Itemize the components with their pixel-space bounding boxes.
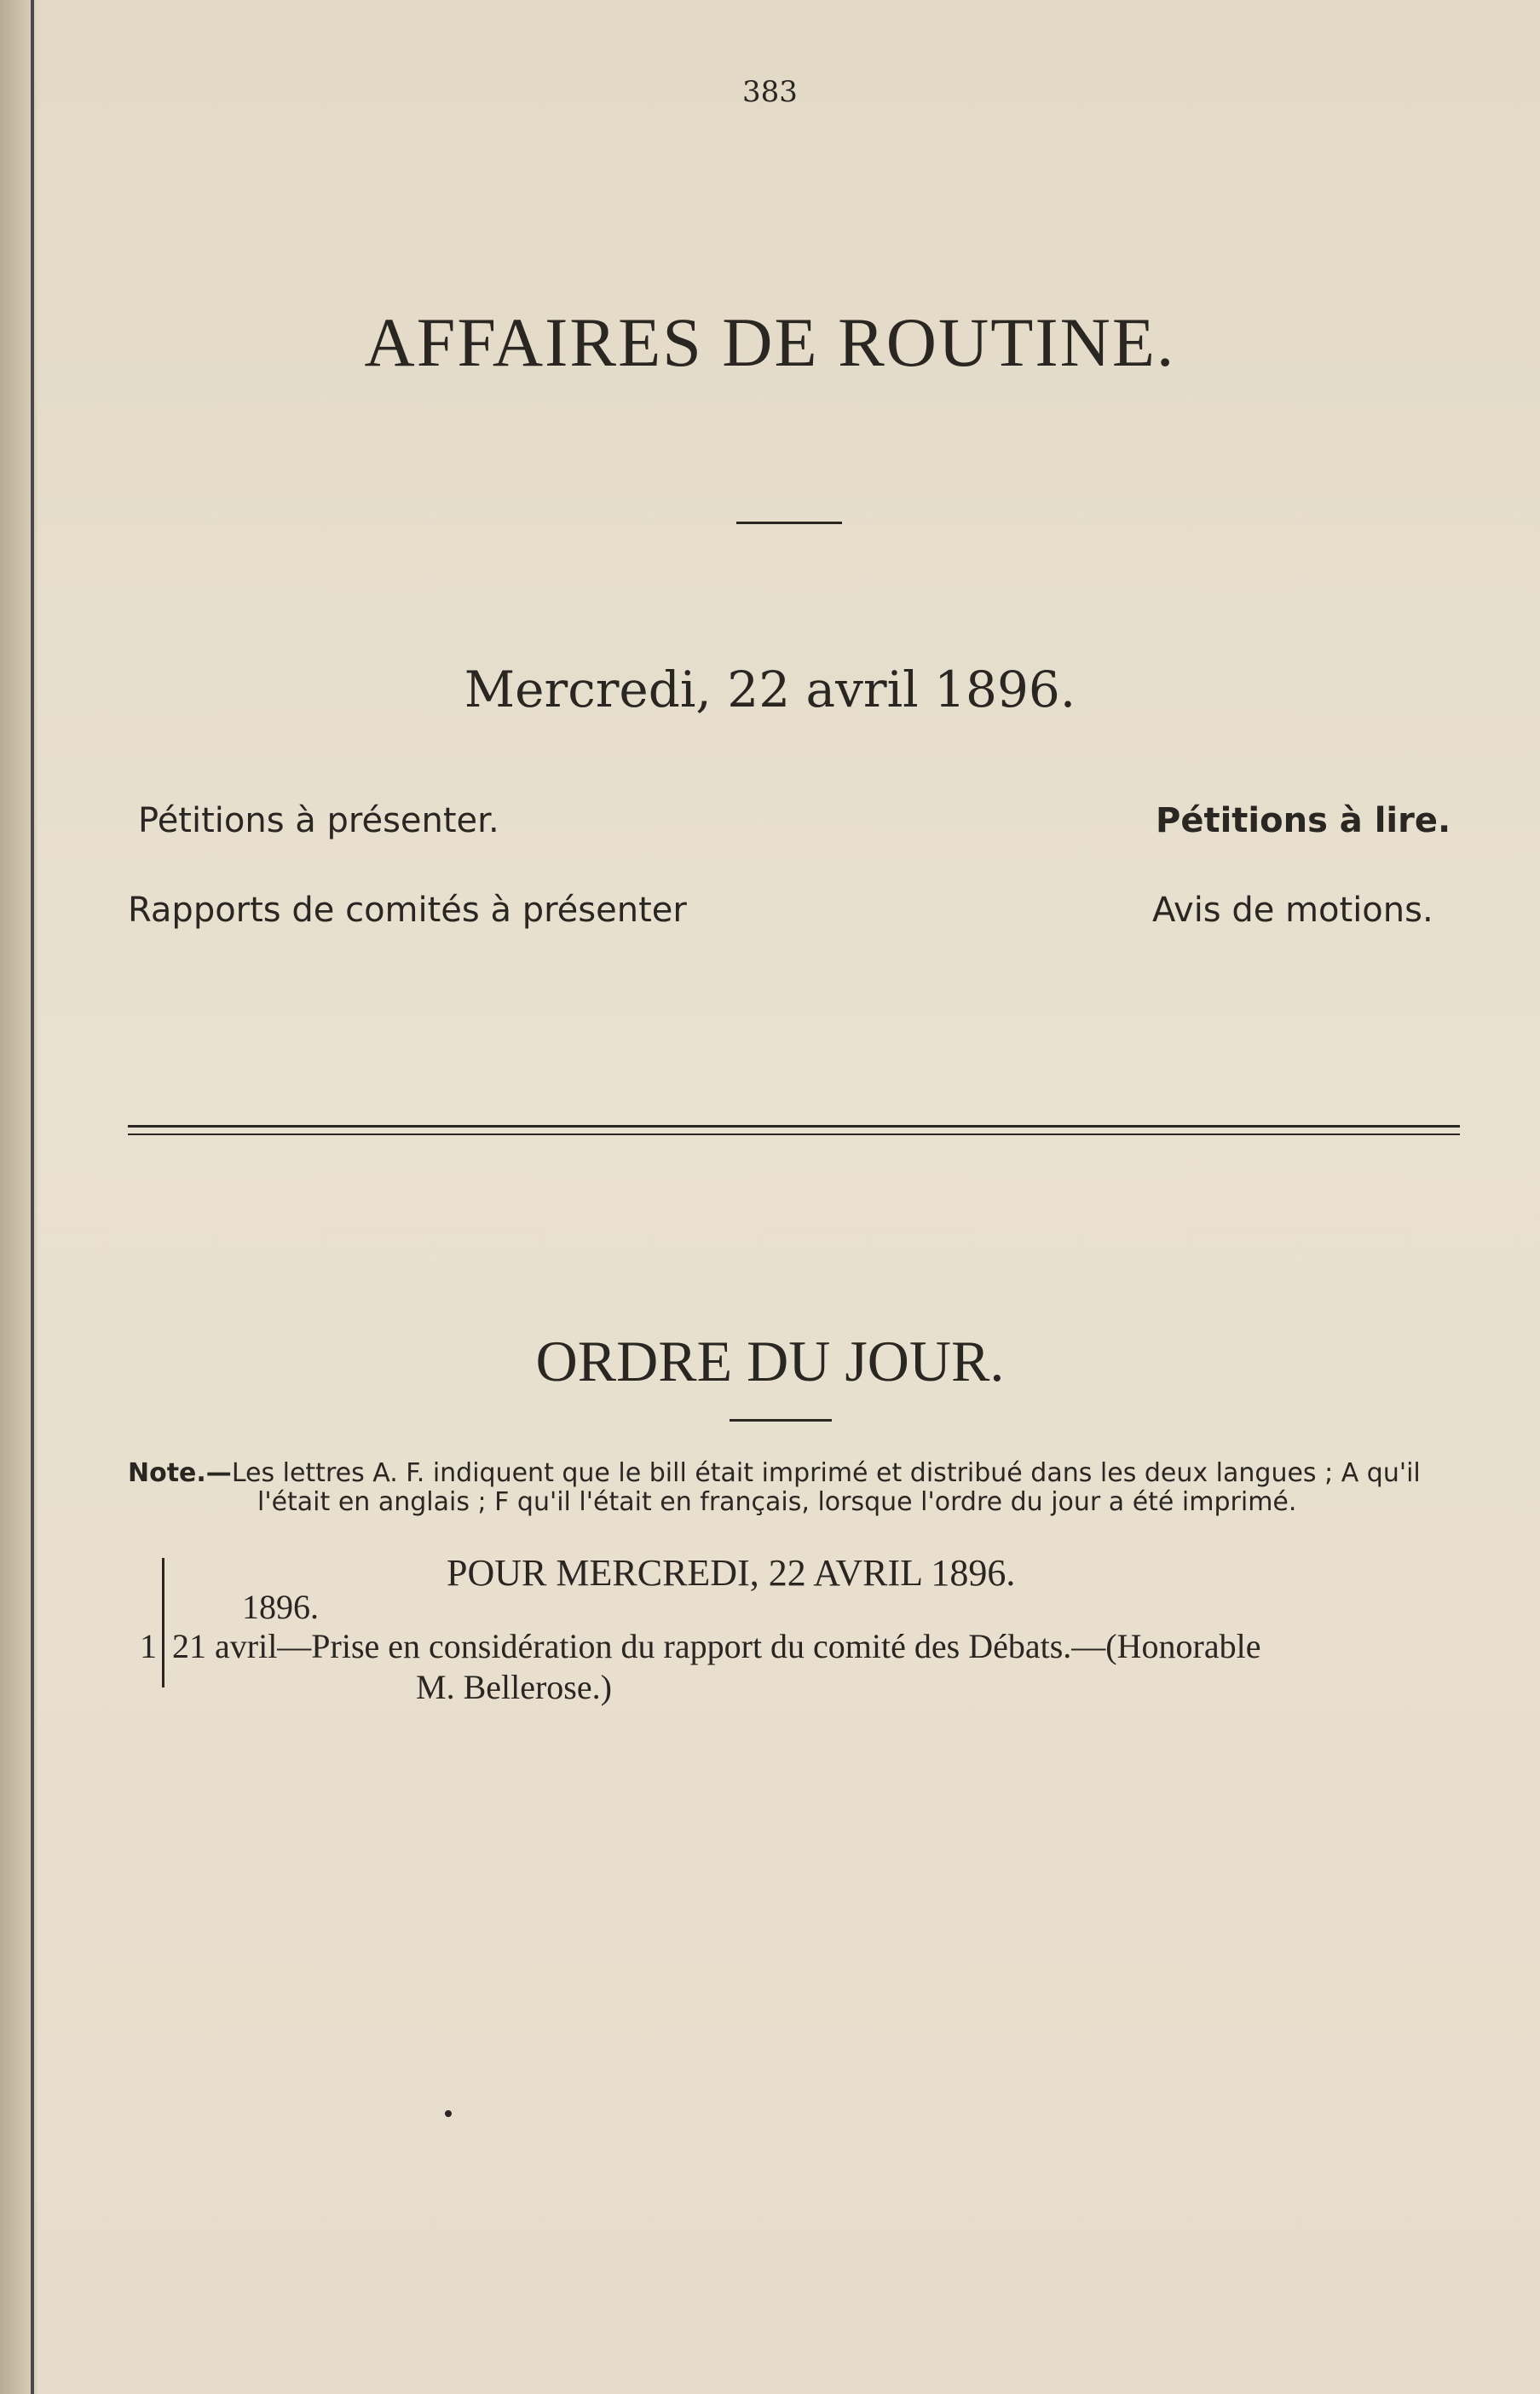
entry-column-rule [162,1558,164,1687]
routine-item-committee-reports: Rapports de comités à présenter [128,891,687,930]
agenda-entry-line-1: 21 avril—Prise en considération du rapport du comité des Débats.—(Honorable [172,1627,1261,1665]
day-heading: POUR MERCREDI, 22 AVRIL 1896. [447,1552,1016,1594]
note-label: Note.— [128,1458,232,1488]
section-divider [730,1419,832,1422]
agenda-entry [172,1626,1459,1708]
routine-item-notices-of-motion: Avis de motions. [1152,891,1433,930]
note-line-2: l'était en anglais ; F qu'il l'était en français, lorsque l'ordre du jour a été imprimé. [257,1487,1297,1517]
routine-item-petitions-read: Pétitions à lire. [1156,801,1451,840]
entry-number: 1 [140,1627,157,1665]
ink-speck [445,2110,452,2117]
title-divider [736,522,842,524]
routine-item-petitions-present: Pétitions à présenter. [138,801,499,840]
entry-year: 1896. [242,1588,319,1626]
agenda-entry-line-2: M. Bellerose.) [416,1668,612,1706]
section-title: ORDRE DU JOUR. [535,1329,1005,1393]
page-title: AFFAIRES DE ROUTINE. [364,303,1176,381]
note-block [128,1459,1445,1517]
session-date: Mercredi, 22 avril 1896. [464,661,1076,718]
page-number: 383 [742,75,798,109]
section-separator [128,1125,1460,1135]
note-line-1: Les lettres A. F. indiquent que le bill était imprimé et distribué dans les deux langues ; A qu'il [231,1458,1421,1488]
